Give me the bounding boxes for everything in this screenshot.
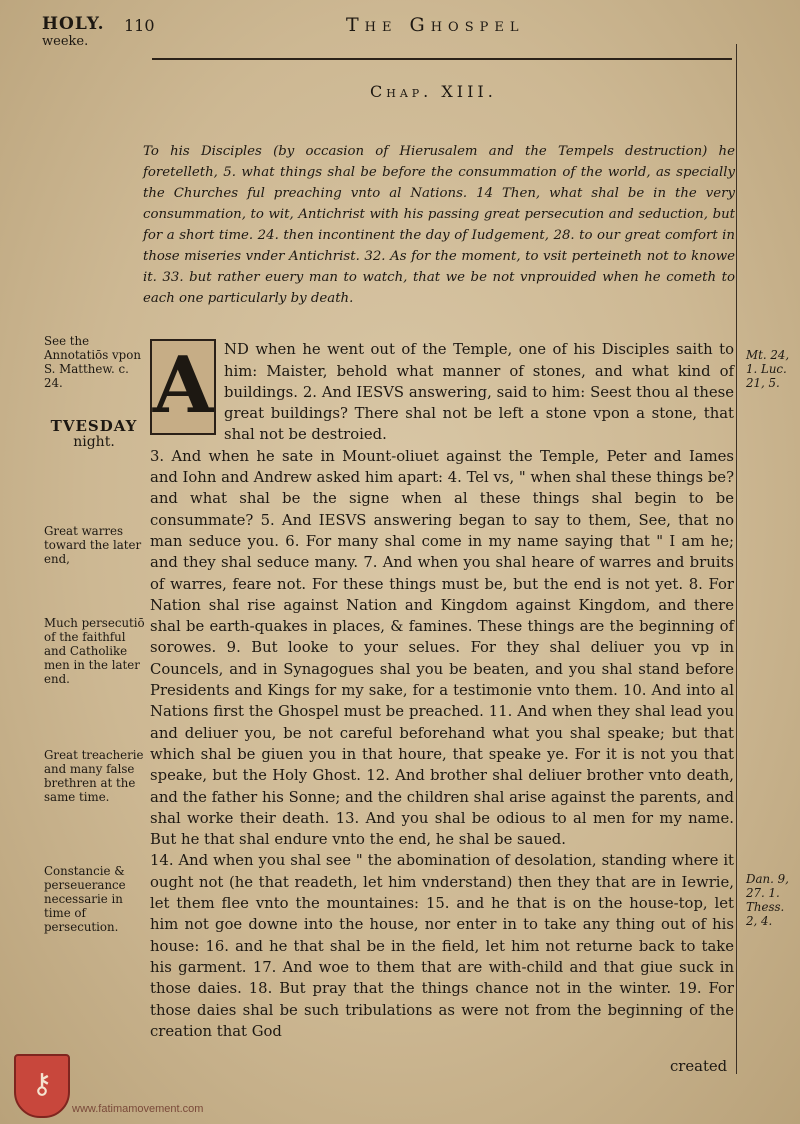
chapter-summary — [143, 120, 735, 309]
margin-note-treacherie: Great treacherie and many false brethren at the same time. — [44, 748, 144, 804]
summary-line-1: To his Disciples (by occasion of Hierusalem and the Tempels destruction) he foretelleth, 5. — [143, 144, 735, 180]
margin-ref-matthew: Mt. 24, 1. Luc. 21, 5. — [746, 348, 790, 390]
tuesday-label: TVESDAY — [50, 417, 138, 435]
running-title: The Ghospel — [346, 14, 525, 36]
body-opening: ND when he went out of the Temple, one of his Disciples saith to him: Maister, behold what manner of stones, and what kind of buildings. 2. And IESVS answering, said to him: Seest thou al these great buildings? There shal not be left a stone vpon a stone, that shal not be destroied. — [224, 341, 734, 444]
body-text — [150, 318, 734, 1042]
margin-note-annotations: See the Annotatiōs vpon S. Matthew. c. 24. — [44, 334, 141, 390]
header-rule — [152, 58, 732, 60]
catchword: created — [670, 1058, 728, 1075]
summary-line-2: what things shal be before the consummation of the world, as specially the Churches ful preaching vnto al Nations. 14 Then, what shal be in the very consummation, to wit, Antichrist with his passing great persecution and seduction, but for a short time. 24. then incontinent the day of Iudgement, 28. to our great comfort in those miseries vnder Antichrist. 32. As for the moment, to vsit perteineth not to knowe it. 33. but rather euery man to watch, that we be not vnprouided when he cometh to each one particularly by death. — [143, 165, 736, 306]
papal-keys-icon: ⚷ — [31, 1067, 53, 1100]
margin-ref-daniel: Dan. 9, 27. 1. Thess. 2, 4. — [746, 872, 789, 928]
margin-note-persecution: Much persecutiō of the faithful and Catholike men in the later end. — [44, 616, 145, 686]
margin-note-warres: Great warres toward the later end, — [44, 524, 142, 566]
footer-url: www.fatimamovement.com — [72, 1103, 204, 1115]
margin-note-constancie: Constancie & perseuerance necessarie in time of persecution. — [44, 864, 126, 934]
header-left — [42, 14, 105, 50]
chapter-heading: Chap. XIII. — [370, 82, 497, 101]
header-section-title: HOLY. — [42, 14, 105, 34]
header-section-sub: weeke. — [42, 34, 89, 50]
margin-note-tuesday — [44, 418, 144, 450]
seal-logo — [14, 1054, 70, 1118]
night-label: night. — [73, 434, 115, 450]
margin-rule — [736, 44, 737, 1074]
page-number: 110 — [124, 16, 155, 35]
body-continuation: 3. And when he sate in Mount-oliuet against the Temple, Peter and Iames and Iohn and Andrew asked him apart: 4. Tel vs, " when shal these things be? and what shal be the signe when al these things shal begin to be consummate? 5. And IESVS answering began to say to them, See, that no man seduce you. 6. For many shal come in my name saying that " I am he; and they shal seduce many. 7. And when you shal heare of warres and bruits of warres, feare not. For these things must be, but the end is not yet. 8. For Nation shal rise against Nation and Kingdom against Kingdom, and there shal be earth-quakes in places, & famines. These things are the beginning of sorowes. 9. But looke to your selues. For they shal deliuer you vp in Councels, and in Synagogues shal you be beaten, and you shal stand before Presidents and Kings for my sake, for a testimonie vnto them. 10. And into al Nations first the Ghospel must be preached. 11. And when they shal lead you and deliuer you, be not careful beforehand what you shal speake; but that which shal be giuen you in that houre, that speake ye. For it is not you that speake, but the Holy Ghost. 12. And brother shal deliuer brother vnto death, and the father his Sonne; and the children shal arise against the parents, and shal worke their death. 13. And you shal be odious to al men for my name. But he that shal endure vnto the end, he shal be saued. 14. And when you shal see " the abomination of desolation, standing where it ought not (he that readeth, let him vnderstand) then they that are in Iewrie, let them flee vnto the mountaines: 15. and he that is on the house-top, let him not goe downe into the house, nor enter in to take any thing out of his house: 16. and he that shal be in the field, let him not returne back to take his garment. 17. And woe to them that are with-child and that giue suck in those daies. 18. But pray that the things chance not in the winter. 19. For those daies shal be such tribulations as were not from the beginning of the creation that God — [150, 447, 734, 1040]
dropcap-letter: A — [152, 340, 214, 432]
dropcap — [150, 339, 216, 435]
